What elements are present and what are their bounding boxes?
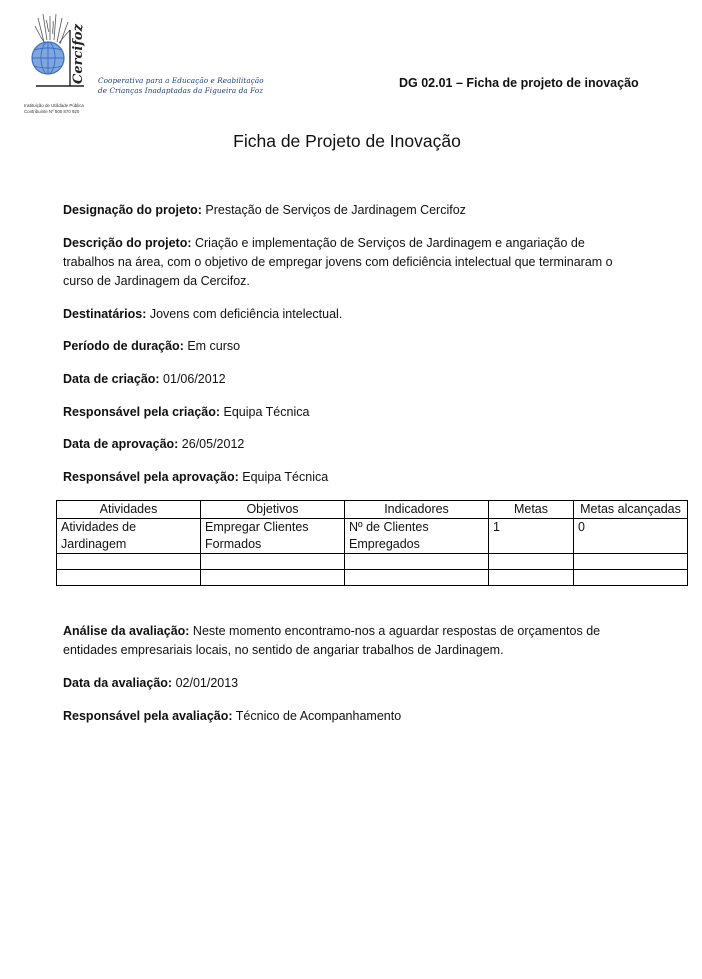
table-cell (201, 554, 345, 570)
field-value: Técnico de Acompanhamento (232, 709, 402, 723)
field-label: Descrição do projeto: (63, 236, 192, 250)
field-resp-avaliacao (63, 707, 633, 726)
table-cell: Nº de Clientes Empregados (345, 519, 489, 554)
header-objetivos: Objetivos (201, 501, 345, 519)
logo-sub-line2: Contribuinte Nº 500 870 920 (24, 109, 80, 114)
field-label: Responsável pela aprovação: (63, 470, 239, 484)
table-cell: Atividades de Jardinagem (57, 519, 201, 554)
table-row (57, 570, 688, 586)
field-descricao (63, 234, 633, 291)
table-cell (489, 570, 574, 586)
field-value: 01/06/2012 (159, 372, 226, 386)
table-cell (345, 554, 489, 570)
field-value: Em curso (183, 339, 241, 353)
table-row (57, 554, 688, 570)
field-label: Período de duração: (63, 339, 184, 353)
field-value: Equipa Técnica (238, 470, 329, 484)
table-cell (57, 570, 201, 586)
field-label: Responsável pela criação: (63, 405, 221, 419)
field-label: Designação do projeto: (63, 203, 202, 217)
field-value: Equipa Técnica (220, 405, 310, 419)
field-destinatarios (63, 305, 633, 324)
table-cell (345, 570, 489, 586)
field-resp-aprovacao (63, 468, 633, 487)
organization-name (98, 76, 268, 96)
document-header (0, 0, 702, 125)
table-cell (574, 554, 688, 570)
field-value: Neste momento encontramo-nos a aguardar respostas de orçamentos de entidades empresariais locais, no sentido de angariar trabalhos de Jardinagem. (63, 624, 601, 657)
table-cell: 1 (489, 519, 574, 554)
table-cell: 0 (574, 519, 688, 554)
field-value: Criação e implementação de Serviços de Jardinagem e angariação de trabalhos na área, com o objetivo de empregar jovens com deficiência intelectual que terminaram o curso de Jardinagem da Cercifoz. (63, 236, 613, 288)
field-value: Prestação de Serviços de Jardinagem Cercifoz (201, 203, 466, 217)
cercifoz-logo (26, 12, 96, 102)
table-cell (574, 570, 688, 586)
org-name-line2: de Crianças Inadaptadas da Figueira da Foz (98, 86, 264, 95)
field-label: Data de aprovação: (63, 437, 179, 451)
field-value: 26/05/2012 (178, 437, 245, 451)
document-code: DG 02.01 – Ficha de projeto de inovação (399, 76, 639, 90)
table-header-row (57, 501, 688, 519)
table-row (57, 519, 688, 554)
field-analise (63, 622, 633, 660)
field-label: Data de criação: (63, 372, 160, 386)
field-data-avaliacao (63, 674, 633, 693)
header-indicadores: Indicadores (345, 501, 489, 519)
logo-wordmark: Cercifoz (71, 24, 86, 84)
field-value: 02/01/2013 (172, 676, 239, 690)
field-periodo (63, 337, 633, 356)
field-label: Destinatários: (63, 307, 147, 321)
header-metas-alcancadas: Metas alcançadas (574, 501, 688, 519)
logo-subtext (24, 103, 114, 115)
table-cell (489, 554, 574, 570)
page-title: Ficha de Projeto de Inovação (233, 131, 461, 151)
activities-table (56, 500, 688, 586)
table-cell (201, 570, 345, 586)
header-metas: Metas (489, 501, 574, 519)
table-cell (57, 554, 201, 570)
field-value: Jovens com deficiência intelectual. (146, 307, 343, 321)
field-label: Data da avaliação: (63, 676, 173, 690)
org-name-line1: Cooperativa para a Educação e Reabilitação (98, 76, 264, 85)
field-designacao (63, 201, 633, 220)
field-label: Responsável pela avaliação: (63, 709, 233, 723)
logo-sub-line1: Instituição de Utilidade Pública (24, 103, 84, 108)
field-resp-criacao (63, 403, 633, 422)
field-data-criacao (63, 370, 633, 389)
table-cell: Empregar Clientes Formados (201, 519, 345, 554)
field-label: Análise da avaliação: (63, 624, 190, 638)
field-data-aprovacao (63, 435, 633, 454)
header-atividades: Atividades (57, 501, 201, 519)
